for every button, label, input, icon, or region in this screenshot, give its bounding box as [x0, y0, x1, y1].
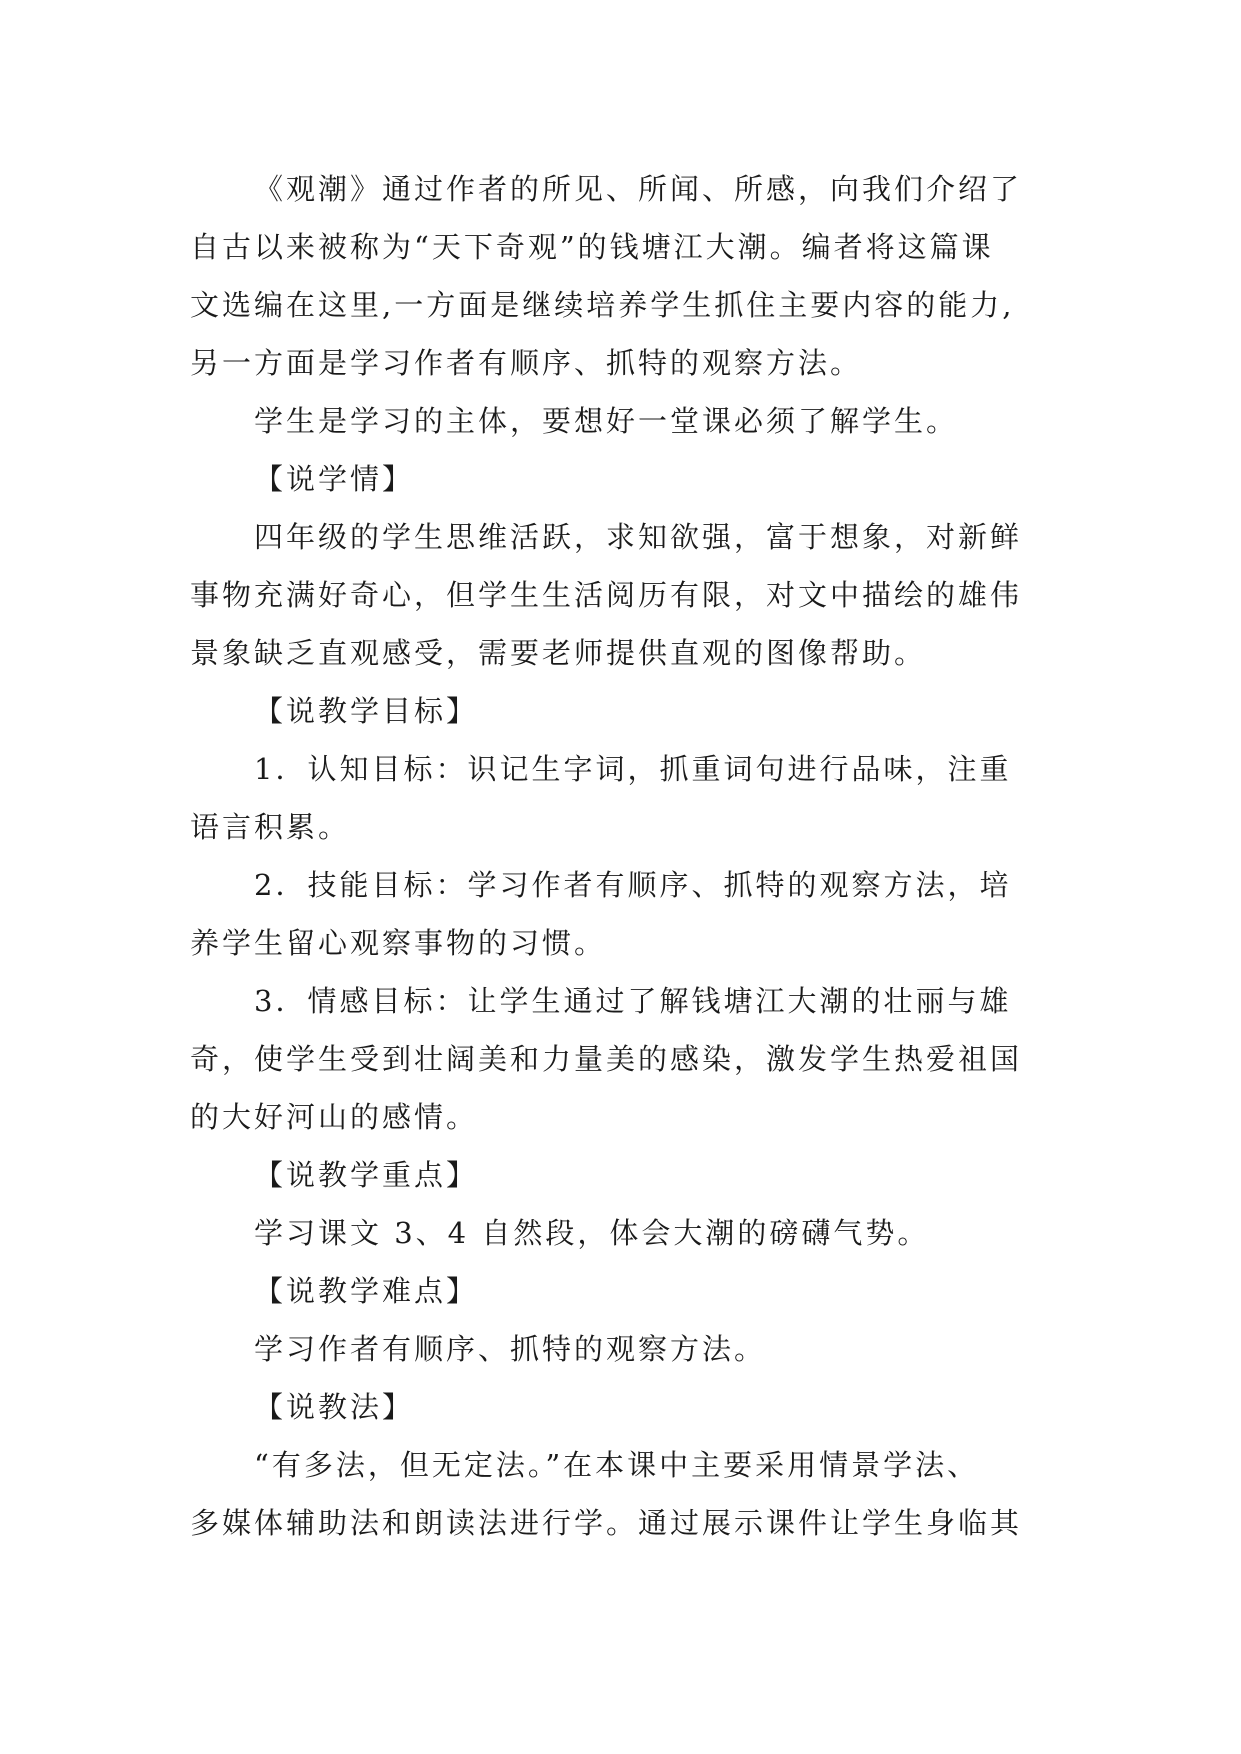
- student-situation-line-2: 事物充满好奇心，但学生生活阅历有限，对文中描绘的雄伟: [190, 578, 1023, 612]
- goal-1-line-2: 语言积累。: [190, 810, 351, 844]
- student-focus-paragraph: 学生是学习的主体，要想好一堂课必须了解学生。: [254, 404, 959, 438]
- teaching-methods-line-2: 多媒体辅助法和朗读法进行学。通过展示课件让学生身临其: [190, 1506, 1023, 1540]
- intro-paragraph-line-3: 文选编在这里,一方面是继续培养学生抓住主要内容的能力,: [190, 288, 1015, 322]
- document-body: [190, 160, 1090, 1552]
- goal-1-line-1: 1．认知目标：识记生字词，抓重词句进行品味，注重: [254, 752, 1012, 786]
- intro-paragraph-line-1: 《观潮》通过作者的所见、所闻、所感，向我们介绍了: [254, 172, 1023, 206]
- goal-2-line-2: 养学生留心观察事物的习惯。: [190, 926, 607, 960]
- goal-3-line-1: 3．情感目标：让学生通过了解钱塘江大潮的壮丽与雄: [254, 984, 1012, 1018]
- section-heading-student-situation: 【说学情】: [254, 462, 415, 496]
- goal-3-line-3: 的大好河山的感情。: [190, 1100, 479, 1134]
- intro-paragraph-line-2: 自古以来被称为“天下奇观”的钱塘江大潮。编者将这篇课: [190, 230, 994, 264]
- intro-paragraph-line-4: 另一方面是学习作者有顺序、抓特的观察方法。: [190, 346, 863, 380]
- section-heading-teaching-goals: 【说教学目标】: [254, 694, 479, 728]
- difficulties-text: 学习作者有顺序、抓特的观察方法。: [254, 1332, 767, 1366]
- student-situation-line-3: 景象缺乏直观感受，需要老师提供直观的图像帮助。: [190, 636, 927, 670]
- section-heading-difficulties: 【说教学难点】: [254, 1274, 479, 1308]
- section-heading-teaching-methods: 【说教法】: [254, 1390, 415, 1424]
- student-situation-line-1: 四年级的学生思维活跃，求知欲强，富于想象，对新鲜: [254, 520, 1023, 554]
- goal-2-line-1: 2．技能目标：学习作者有顺序、抓特的观察方法，培: [254, 868, 1012, 902]
- goal-3-line-2: 奇，使学生受到壮阔美和力量美的感染，激发学生热爱祖国: [190, 1042, 1023, 1076]
- key-points-text: 学习课文 3、4 自然段，体会大潮的磅礴气势。: [254, 1216, 930, 1250]
- teaching-methods-line-1: “有多法，但无定法。”在本课中主要采用情景学法、: [254, 1448, 980, 1482]
- section-heading-key-points: 【说教学重点】: [254, 1158, 479, 1192]
